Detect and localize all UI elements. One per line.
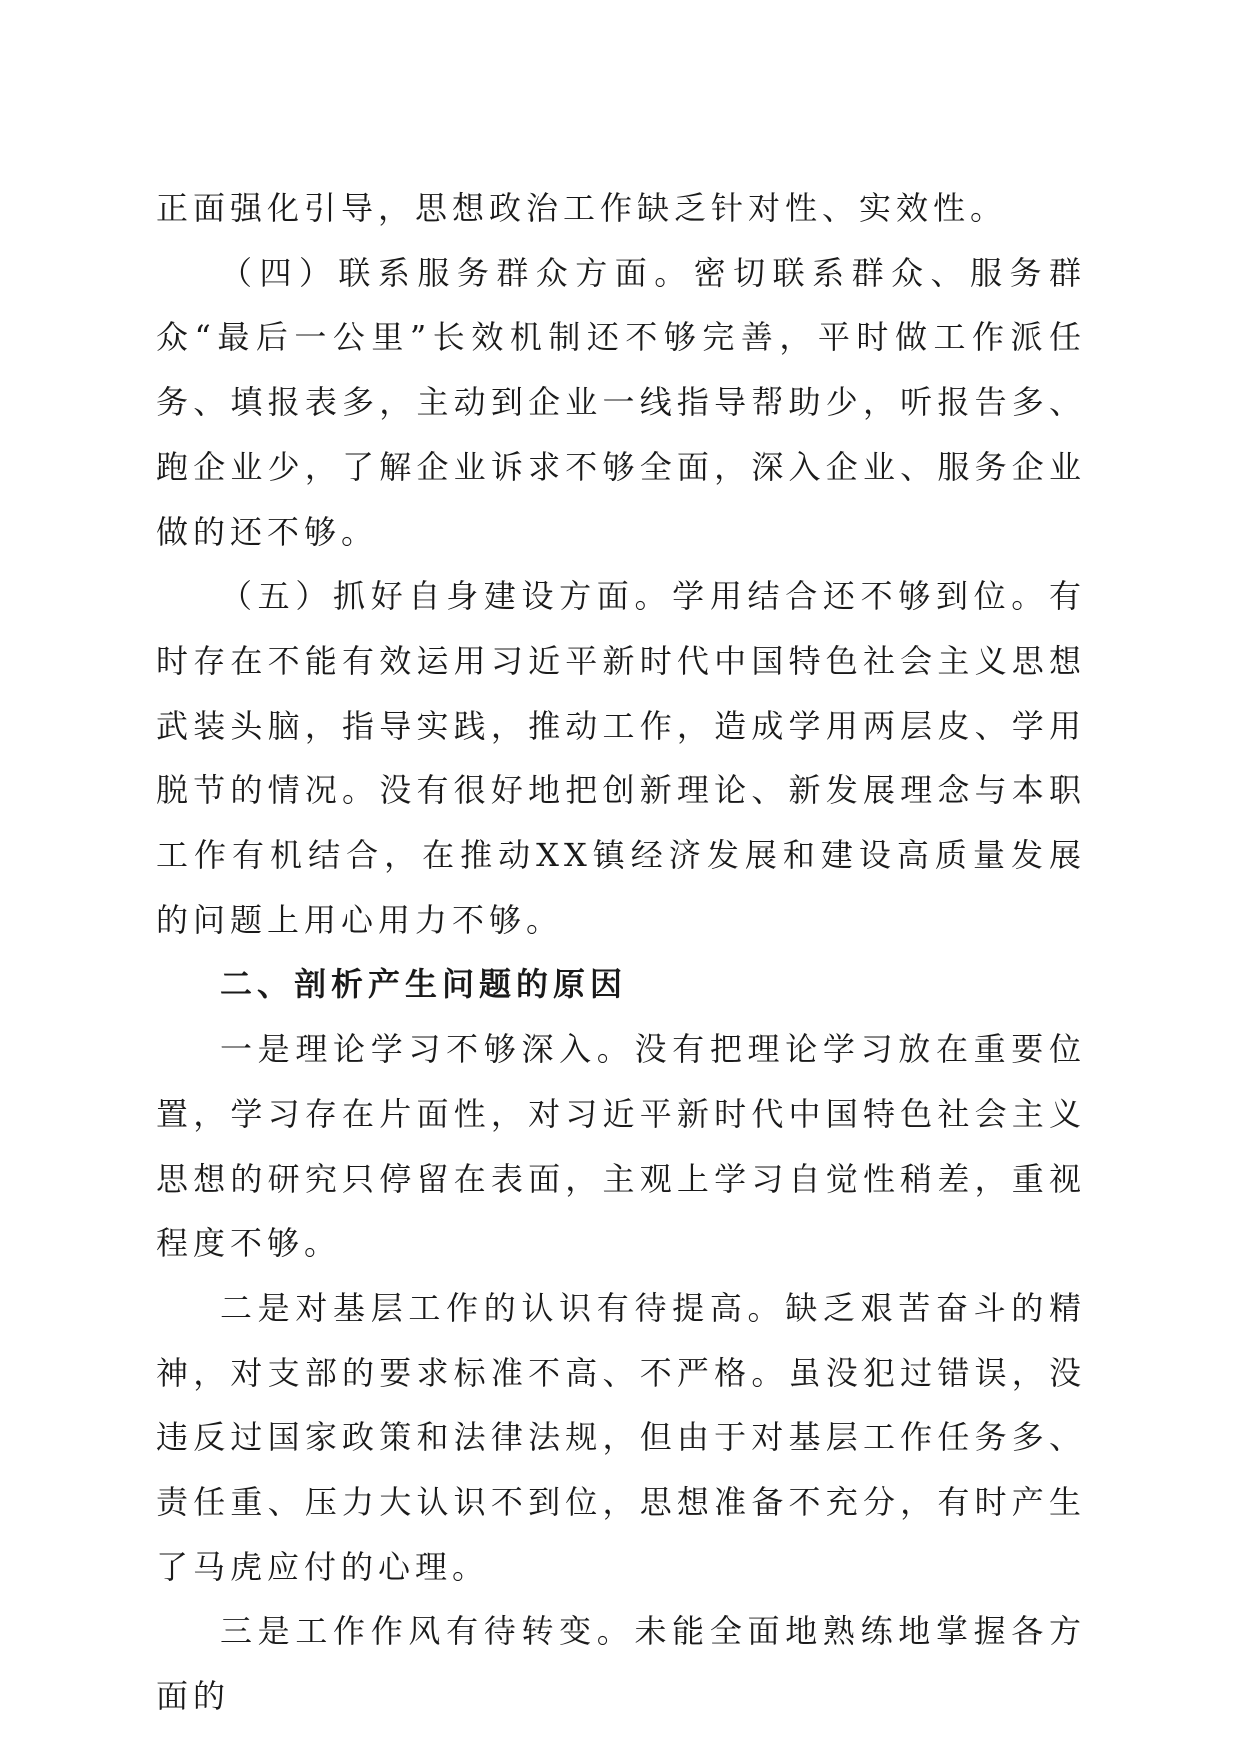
paragraph-continuation: 正面强化引导，思想政治工作缺乏针对性、实效性。 bbox=[156, 189, 1008, 227]
paragraph-section-5: （五）抓好自身建设方面。学用结合还不够到位。有时存在不能有效运用习近平新时代中国特色社会主义思想武装头脑，指导实践，推动工作，造成学用两层皮、学用脱节的情况。没有很好地把创新理论、新发展理念与本职工作有机结合，在推动XX镇经济发展和建设高质量发展的问题上用心用力不够。 bbox=[156, 577, 1086, 939]
paragraph-cause-1: 一是理论学习不够深入。没有把理论学习放在重要位置，学习存在片面性，对习近平新时代中国特色社会主义思想的研究只停留在表面，主观上学习自觉性稍差，重视程度不够。 bbox=[156, 1030, 1086, 1263]
section-heading-causes: 二、剖析产生问题的原因 bbox=[220, 965, 628, 1004]
paragraph-section-4: （四）联系服务群众方面。密切联系群众、服务群众“最后一公里”长效机制还不够完善，平时做工作派任务、填报表多，主动到企业一线指导帮助少，听报告多、跑企业少，了解企业诉求不够全面，深入企业、服务企业做的还不够。 bbox=[156, 253, 1086, 551]
document-body bbox=[156, 176, 1086, 1729]
paragraph-cause-2: 二是对基层工作的认识有待提高。缺乏艰苦奋斗的精神，对支部的要求标准不高、不严格。虽没犯过错误，没违反过国家政策和法律法规，但由于对基层工作任务多、责任重、压力大认识不到位，思想准备不充分，有时产生了马虎应付的心理。 bbox=[156, 1288, 1086, 1586]
paragraph-cause-3: 三是工作作风有待转变。未能全面地熟练地掌握各方面的 bbox=[156, 1612, 1086, 1716]
